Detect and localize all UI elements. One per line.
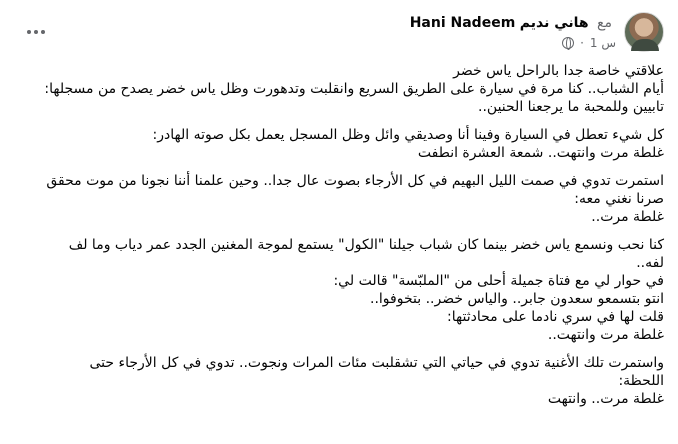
- paragraph-4: [14, 236, 664, 344]
- author-line: [410, 15, 616, 31]
- text-line: كل شيء تعطل في السيارة وفينا أنا وصديقي وائل وظل المسجل يعمل بكل صوته الهادر:: [152, 127, 664, 143]
- more-dot: [27, 30, 31, 34]
- text-line: أيام الشباب.. كنا مرة في سيارة على الطريق السريع وانقلبت وتدهورت وظل ياس خضر يصدح من مسجلها:: [44, 81, 664, 97]
- paragraph-1: [14, 62, 664, 116]
- more-options-button[interactable]: [22, 22, 50, 42]
- text-line: اللحظة:: [618, 373, 664, 389]
- text-line: استمرت تدوي في صمت الليل البهيم في كل الأرجاء بصوت عال جدا.. وحين علمنا أننا نجونا من موت محقق: [46, 173, 664, 189]
- text-line: قلت لها في سري نادما على محادثتها:: [447, 309, 664, 325]
- text-line: غلطة مرت.. وانتهت: [547, 391, 664, 407]
- post-header: [0, 12, 678, 56]
- paragraph-2: [14, 126, 664, 162]
- with-word: مع: [597, 15, 612, 31]
- text-line: علاقتي خاصة جدا بالراحل ياس خضر: [453, 63, 664, 79]
- text-line: كنا نحب ونسمع ياس خضر بينما كان شباب جيلنا "الكول" يستمع لموجة المغنين الجدد عمر دياب وما لف: [68, 237, 664, 253]
- meta-separator: ·: [580, 36, 584, 50]
- text-line: صرنا نغني معه:: [574, 191, 664, 207]
- author-name[interactable]: Hani Nadeem: [409, 15, 516, 31]
- text-line: تابيين وللمحبة ما يرجعنا الحنين..: [478, 99, 664, 115]
- text-line: لفه..: [636, 255, 664, 271]
- paragraph-5: [14, 354, 664, 408]
- post-time[interactable]: 1 س: [589, 36, 616, 50]
- text-line: غلطة مرت..: [591, 209, 664, 225]
- paragraph-3: [14, 172, 664, 226]
- post-meta: [562, 36, 616, 50]
- text-line: في حوار لي مع فتاة جميلة أحلى من "الملبّسة" قالت لي:: [333, 273, 664, 289]
- avatar-shoulders: [631, 39, 659, 51]
- text-line: انتو بتسمعو سعدون جابر.. والياس خضر.. بتخوفوا..: [370, 291, 664, 307]
- avatar[interactable]: [624, 12, 664, 52]
- globe-icon[interactable]: [562, 37, 574, 49]
- text-line: غلطة مرت وانتهت..: [547, 327, 664, 343]
- post-body: [14, 62, 664, 418]
- tagged-name[interactable]: هاني نديم: [519, 15, 589, 31]
- text-line: واستمرت تلك الأغنية تدوي في حياتي التي تشقلبت مئات المرات ونجوت.. تدوي في كل الأرجاء حتى: [89, 355, 664, 371]
- text-line: غلطة مرت وانتهت.. شمعة العشرة انطفت: [417, 145, 664, 161]
- more-dot: [34, 30, 38, 34]
- more-dot: [41, 30, 45, 34]
